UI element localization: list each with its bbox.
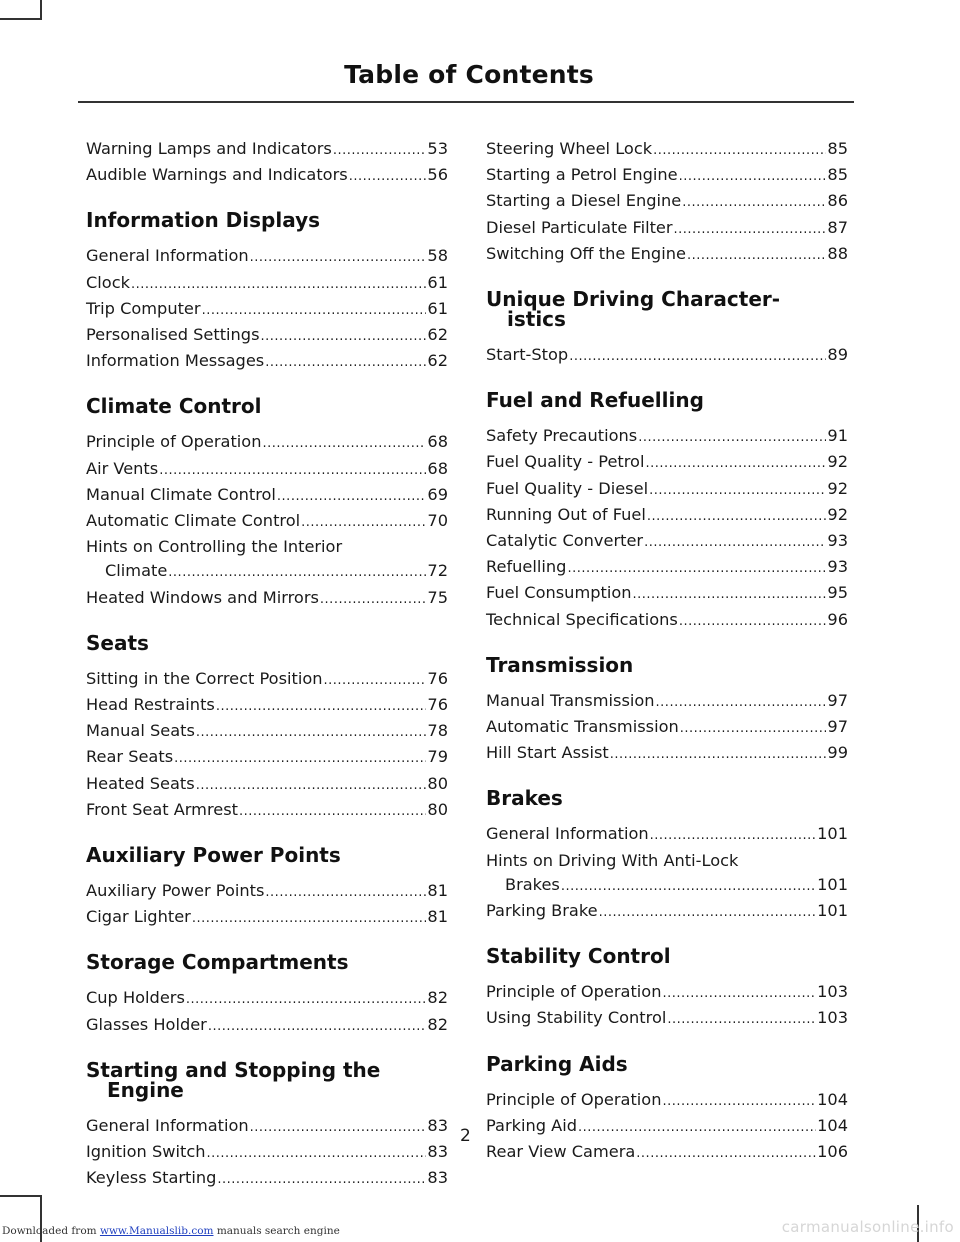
toc-entry[interactable] [486, 1006, 848, 1032]
toc-entry-page: 80 [427, 799, 448, 819]
section-heading [86, 1057, 448, 1102]
toc-entry-title: Technical Specifications [486, 609, 678, 629]
toc-entry-page: 103 [817, 982, 848, 1002]
toc-entry[interactable] [486, 1114, 848, 1140]
toc-entry[interactable] [86, 1140, 448, 1166]
section-heading [86, 950, 448, 975]
toc-dot-leader [186, 988, 427, 1012]
toc-entry-title: Keyless Starting [86, 1168, 217, 1188]
toc-entry-title: Rear View Camera [486, 1142, 636, 1162]
toc-dot-leader [578, 1116, 816, 1140]
toc-dot-leader [202, 299, 427, 323]
toc-entry-page: 97 [827, 717, 848, 737]
toc-entry[interactable] [486, 529, 848, 555]
toc-entry-page: 56 [427, 165, 448, 185]
toc-entry-title: Refuelling [486, 557, 567, 577]
toc-entry-title: Information Messages [86, 351, 265, 371]
toc-dot-leader [561, 875, 816, 899]
crop-mark-top-left-horizontal [0, 18, 42, 20]
section-heading-text: Transmission [486, 652, 634, 677]
toc-entry[interactable] [86, 297, 448, 323]
toc-dot-leader [645, 452, 826, 476]
toc-entry-page: 99 [827, 743, 848, 763]
toc-entry-title: Fuel Quality - Diesel [486, 478, 649, 498]
toc-dot-leader [656, 691, 827, 715]
toc-entry[interactable] [486, 1140, 848, 1166]
section-heading [86, 208, 448, 233]
toc-entry-page: 72 [427, 561, 448, 581]
section-heading [486, 1051, 848, 1076]
toc-entry-title: Manual Climate Control [86, 484, 276, 504]
toc-entry-page: 101 [817, 824, 848, 844]
toc-dot-leader [682, 191, 826, 215]
footer-prefix: Downloaded from [2, 1225, 97, 1237]
toc-entry-page: 62 [427, 325, 448, 345]
toc-entry-page: 93 [827, 531, 848, 551]
crop-mark-bottom-left-horizontal [0, 1195, 42, 1197]
toc-entry-page: 104 [817, 1115, 848, 1135]
toc-entry-page: 80 [427, 773, 448, 793]
toc-entry-title: Parking Brake [486, 901, 598, 921]
toc-entry-title-continuation: Climate [105, 561, 168, 581]
toc-dot-leader [174, 747, 426, 771]
toc-entry-page: 78 [427, 721, 448, 741]
toc-dot-leader [667, 1008, 816, 1032]
toc-entry-page: 76 [427, 695, 448, 715]
toc-entry[interactable] [86, 1114, 448, 1140]
toc-entry-title: Manual Transmission [486, 690, 655, 710]
toc-dot-leader [674, 218, 827, 242]
toc-entry[interactable] [86, 430, 448, 456]
toc-entry[interactable] [86, 905, 448, 931]
toc-entry[interactable] [86, 667, 448, 693]
toc-entry-title: Starting a Diesel Engine [486, 191, 682, 211]
toc-entry[interactable] [86, 745, 448, 771]
toc-entry[interactable] [86, 244, 448, 270]
toc-entry-title: Parking Aid [486, 1115, 578, 1135]
toc-entry-title: Front Seat Armrest [86, 799, 238, 819]
toc-entry[interactable] [486, 189, 848, 215]
toc-right-column [486, 137, 848, 1166]
toc-entry-title: Principle of Operation [86, 432, 262, 452]
section-heading-text: Fuel and Refuelling [486, 388, 704, 413]
section-heading-text: Climate Control [86, 394, 262, 419]
toc-entry-title: Principle of Operation [486, 1089, 662, 1109]
toc-dot-leader [324, 669, 427, 693]
toc-dot-leader [261, 325, 427, 349]
toc-entry-page: 104 [817, 1089, 848, 1109]
toc-dot-leader [168, 561, 426, 585]
footer-suffix: manuals search engine [216, 1225, 340, 1237]
toc-entry-title: Hill Start Assist [486, 743, 609, 763]
toc-entry-page: 93 [827, 557, 848, 577]
toc-dot-leader [662, 982, 816, 1006]
toc-entry[interactable] [86, 163, 448, 189]
toc-entry-title: Cup Holders [86, 988, 185, 1008]
toc-entry[interactable] [486, 450, 848, 476]
section-heading-text: Brakes [486, 786, 563, 811]
toc-entry-page: 103 [817, 1008, 848, 1028]
toc-dot-leader [638, 426, 826, 450]
toc-entry-page: 70 [427, 511, 448, 531]
toc-entry-page: 92 [827, 504, 848, 524]
toc-dot-leader [250, 246, 427, 270]
toc-dot-leader [250, 1116, 427, 1140]
toc-entry-page: 92 [827, 478, 848, 498]
toc-dot-leader [320, 588, 426, 612]
toc-entry-page: 76 [427, 668, 448, 688]
section-heading-continuation: istics [507, 307, 566, 332]
section-heading [86, 630, 448, 655]
toc-entry[interactable] [86, 693, 448, 719]
toc-dot-leader [647, 505, 827, 529]
toc-dot-leader [687, 244, 826, 268]
toc-dot-leader [679, 610, 827, 634]
toc-dot-leader [653, 139, 826, 163]
toc-entry[interactable] [86, 1013, 448, 1039]
crop-mark-top-left-vertical [40, 0, 42, 20]
toc-entry[interactable] [486, 608, 848, 634]
toc-dot-leader [349, 165, 427, 189]
toc-entry[interactable] [86, 509, 448, 535]
toc-dot-leader [208, 1015, 427, 1039]
toc-entry[interactable] [86, 349, 448, 375]
toc-dot-leader [217, 1168, 426, 1192]
section-heading-text: Unique Driving Character- [486, 287, 781, 312]
toc-dot-leader [649, 479, 826, 503]
section-heading [86, 394, 448, 419]
toc-entry-title: Manual Seats [86, 721, 195, 741]
toc-entry-title: Heated Seats [86, 773, 195, 793]
toc-entry-title: Hints on Controlling the Interior [86, 537, 343, 557]
toc-entry[interactable] [86, 1166, 448, 1192]
toc-entry-title: Glasses Holder [86, 1014, 207, 1034]
toc-entry-page: 61 [427, 272, 448, 292]
toc-entry[interactable] [486, 137, 848, 163]
toc-entry-page: 79 [427, 747, 448, 767]
toc-entry-continuation-line [86, 559, 448, 585]
toc-entry-page: 83 [427, 1115, 448, 1135]
toc-dot-leader [216, 695, 427, 719]
toc-entry-page: 69 [427, 484, 448, 504]
toc-entry-page: 85 [827, 165, 848, 185]
toc-dot-leader [277, 485, 426, 509]
toc-entry-title: Catalytic Converter [486, 531, 644, 551]
toc-dot-leader [333, 139, 427, 163]
toc-entry[interactable] [86, 483, 448, 509]
toc-dot-leader [196, 721, 426, 745]
toc-entry-title: Running Out of Fuel [486, 504, 646, 524]
toc-entry-page: 97 [827, 690, 848, 710]
toc-dot-leader [239, 800, 426, 824]
toc-entry[interactable] [486, 822, 848, 848]
toc-entry-title: Start-Stop [486, 345, 569, 365]
toc-entry[interactable] [486, 477, 848, 503]
toc-dot-leader [599, 901, 816, 925]
toc-entry-continuation-line [486, 873, 848, 899]
toc-entry-page: 83 [427, 1142, 448, 1162]
section-heading [486, 652, 848, 677]
toc-entry-page: 89 [827, 345, 848, 365]
toc-dot-leader [196, 774, 427, 798]
toc-entry-title: Steering Wheel Lock [486, 139, 653, 158]
toc-entry[interactable] [486, 899, 848, 925]
toc-entry-title: Clock [86, 272, 130, 292]
section-heading-text: Seats [86, 630, 149, 655]
toc-entry-title: Fuel Quality - Petrol [486, 452, 645, 472]
section-heading [86, 843, 448, 868]
toc-entry-page: 86 [827, 191, 848, 211]
toc-dot-leader [159, 459, 426, 483]
toc-entry-page: 61 [427, 298, 448, 318]
toc-entry-page: 53 [427, 139, 448, 158]
page-number: 2 [460, 1126, 471, 1146]
toc-entry[interactable] [486, 242, 848, 268]
toc-entry[interactable] [486, 849, 848, 899]
toc-dot-leader [265, 351, 426, 375]
toc-entry-title: Diesel Particulate Filter [486, 217, 673, 237]
toc-entry-page: 95 [827, 583, 848, 603]
toc-entry-page: 75 [427, 587, 448, 607]
toc-entry-title: Switching Off the Engine [486, 243, 686, 263]
toc-entry[interactable] [86, 798, 448, 824]
toc-entry-page: 88 [827, 243, 848, 263]
toc-dot-leader [192, 907, 427, 931]
toc-entry-title: Audible Warnings and Indicators [86, 165, 348, 185]
toc-left-column [86, 137, 448, 1192]
section-heading-text: Stability Control [486, 944, 671, 969]
manualslib-link[interactable]: www.Manualslib.com [99, 1225, 214, 1237]
toc-entry-title: Automatic Climate Control [86, 511, 301, 531]
toc-entry[interactable] [486, 741, 848, 767]
section-heading [486, 944, 848, 969]
toc-entry-page: 83 [427, 1168, 448, 1188]
toc-entry-title: Fuel Consumption [486, 583, 632, 603]
toc-entry-title: Personalised Settings [86, 325, 260, 345]
toc-entry[interactable] [86, 772, 448, 798]
toc-dot-leader [569, 345, 826, 369]
section-heading-text: Information Displays [86, 208, 321, 233]
toc-entry-title: General Information [86, 246, 249, 266]
toc-entry[interactable] [86, 271, 448, 297]
toc-entry-title: Hints on Driving With Anti-Lock [486, 850, 739, 870]
toc-entry-page: 92 [827, 452, 848, 472]
toc-dot-leader [206, 1142, 426, 1166]
section-heading-text: Auxiliary Power Points [86, 843, 341, 868]
toc-dot-leader [679, 165, 827, 189]
toc-dot-leader [662, 1090, 816, 1114]
toc-entry-page: 81 [427, 907, 448, 927]
toc-entry-title: Ignition Switch [86, 1142, 206, 1162]
toc-entry-page: 106 [817, 1142, 848, 1162]
section-heading [486, 287, 848, 332]
toc-entry-title: Head Restraints [86, 695, 215, 715]
section-heading-text: Starting and Stopping the [86, 1057, 381, 1082]
toc-entry[interactable] [486, 689, 848, 715]
toc-entry[interactable] [486, 503, 848, 529]
section-heading [486, 388, 848, 413]
section-heading-continuation: Engine [107, 1077, 184, 1102]
toc-entry-page: 82 [427, 1014, 448, 1034]
toc-entry[interactable] [486, 555, 848, 581]
toc-entry[interactable] [86, 986, 448, 1012]
toc-entry-title: Starting a Petrol Engine [486, 165, 678, 185]
toc-entry-title: Air Vents [86, 458, 159, 478]
toc-entry-page: 62 [427, 351, 448, 371]
section-heading-text: Storage Compartments [86, 950, 349, 975]
toc-dot-leader [644, 531, 826, 555]
toc-dot-leader [650, 824, 816, 848]
toc-entry-title: Sitting in the Correct Position [86, 668, 323, 688]
toc-dot-leader [301, 511, 426, 535]
toc-entry[interactable] [486, 343, 848, 369]
toc-entry-title: Principle of Operation [486, 982, 662, 1002]
toc-entry[interactable] [86, 586, 448, 612]
page-title: Table of Contents [344, 60, 594, 89]
toc-entry-title: Safety Precautions [486, 426, 638, 446]
toc-entry-page: 85 [827, 139, 848, 158]
toc-entry-title: Heated Windows and Mirrors [86, 587, 319, 607]
toc-entry[interactable] [86, 323, 448, 349]
toc-entry-page: 68 [427, 432, 448, 452]
toc-dot-leader [265, 881, 426, 905]
toc-entry[interactable] [486, 980, 848, 1006]
download-footer [2, 1225, 340, 1237]
section-heading [486, 786, 848, 811]
toc-entry-title: Warning Lamps and Indicators [86, 139, 332, 158]
toc-entry[interactable] [86, 879, 448, 905]
toc-entry-title: Rear Seats [86, 747, 174, 767]
toc-entry-title: Cigar Lighter [86, 907, 191, 927]
toc-entry-page: 91 [827, 426, 848, 446]
toc-entry[interactable] [486, 163, 848, 189]
toc-entry-page: 68 [427, 458, 448, 478]
toc-entry-page: 96 [827, 609, 848, 629]
toc-dot-leader [633, 583, 827, 607]
toc-entry[interactable] [86, 535, 448, 585]
toc-entry[interactable] [86, 457, 448, 483]
toc-entry[interactable] [486, 424, 848, 450]
toc-entry-title: Automatic Transmission [486, 717, 679, 737]
toc-entry-page: 101 [817, 874, 848, 894]
toc-dot-leader [131, 273, 426, 297]
toc-entry[interactable] [486, 715, 848, 741]
toc-dot-leader [262, 432, 426, 456]
toc-entry-title: Auxiliary Power Points [86, 881, 265, 901]
toc-entry-title: Trip Computer [86, 298, 201, 318]
section-heading-text: Parking Aids [486, 1051, 628, 1076]
toc-entry-title: Using Stability Control [486, 1008, 667, 1028]
title-rule [78, 101, 854, 103]
toc-entry-page: 81 [427, 881, 448, 901]
toc-entry-page: 82 [427, 988, 448, 1008]
toc-entry-title: General Information [486, 824, 649, 844]
toc-dot-leader [680, 717, 827, 741]
toc-entry-page: 58 [427, 246, 448, 266]
toc-entry[interactable] [86, 137, 448, 163]
toc-entry-page: 87 [827, 217, 848, 237]
toc-entry-title-continuation: Brakes [505, 874, 560, 894]
toc-dot-leader [610, 743, 827, 767]
toc-entry-page: 101 [817, 901, 848, 921]
watermark: carmanualsonline.info [781, 1218, 954, 1236]
toc-dot-leader [567, 557, 826, 581]
toc-entry[interactable] [486, 1088, 848, 1114]
toc-entry[interactable] [86, 719, 448, 745]
toc-dot-leader [636, 1142, 816, 1166]
toc-entry[interactable] [486, 216, 848, 242]
toc-entry[interactable] [486, 581, 848, 607]
toc-entry-title: General Information [86, 1115, 249, 1135]
